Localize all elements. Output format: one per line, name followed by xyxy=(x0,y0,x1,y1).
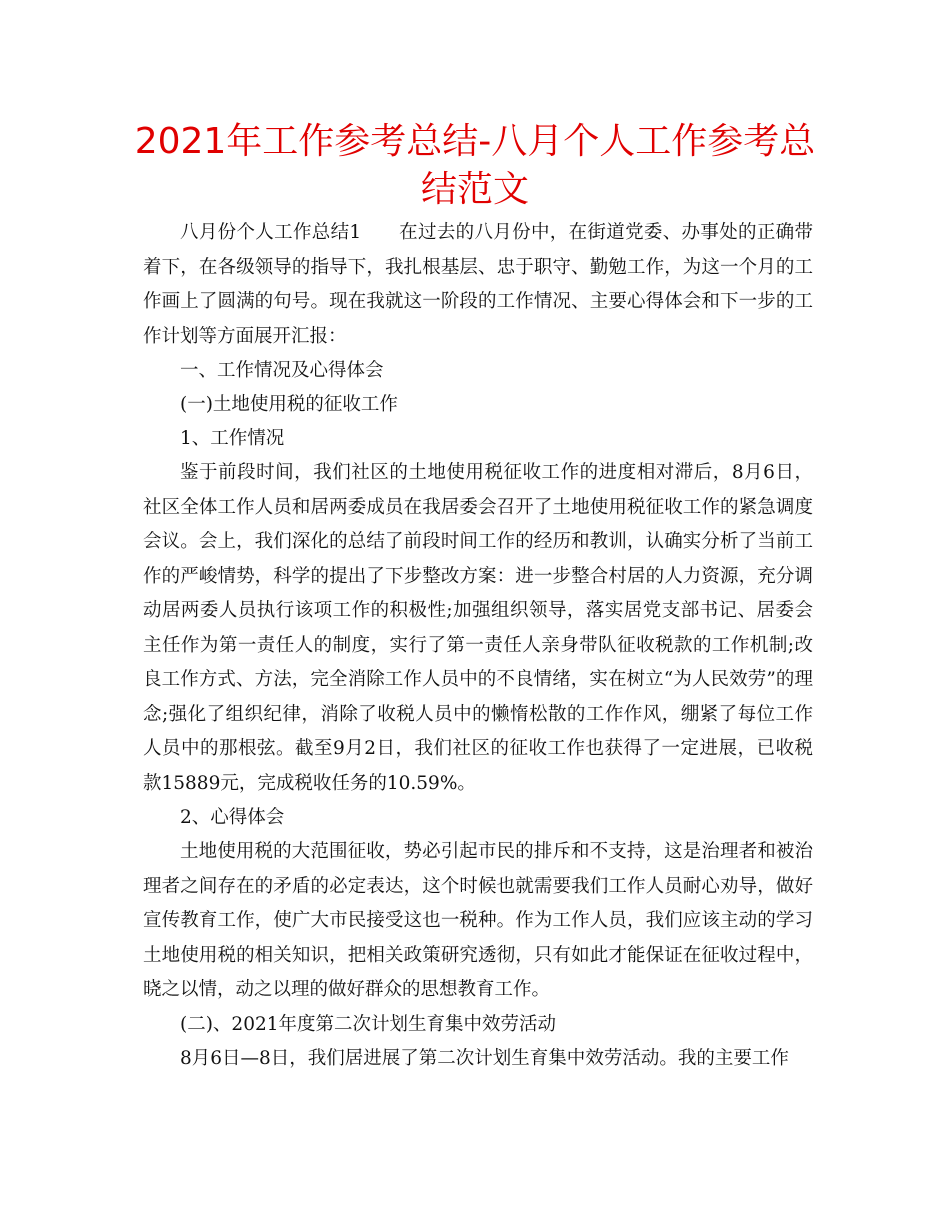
paragraph-intro: 八月份个人工作总结1 在过去的八月份中，在街道党委、办事处的正确带着下，在各级领导的指导下，我扎根基层、忠于职守、勤勉工作，为这一个月的工作画上了圆满的句号。现在我就这一阶段的工作情况、主要心得体会和下一步的工作计划等方面展开汇报： xyxy=(143,222,813,347)
section-heading-1: 一、工作情况及心得体会 xyxy=(180,360,384,381)
item-heading-work-status: 1、工作情况 xyxy=(180,428,285,449)
paragraph-work-status: 鉴于前段时间，我们社区的土地使用税征收工作的进度相对滞后，8月6日，社区全体工作人员和居两委成员在我居委会召开了土地使用税征收工作的紧急调度会议。会上，我们深化的总结了前段时间工作的经历和教训，认确实分析了当前工作的严峻情势，科学的提出了下步整改方案：进一步整合村居的人力资源，充分调动居两委人员执行该项工作的积极性;加强组织领导，落实居党支部书记、居委会主任作为第一责任人的制度，实行了第一责任人亲身带队征收税款的工作机制;改良工作方式、方法，完全消除工作人员中的不良情绪，实在树立“为人民效劳”的理念;强化了组织纪律，消除了收税人员中的懒惰松散的工作作风，绷紧了每位工作人员中的那根弦。截至9月2日，我们社区的征收工作也获得了一定进展，已收税款15889元，完成税收任务的10.59%。 xyxy=(143,462,813,794)
document-title: 2021年工作参考总结-八月个人工作参考总结范文 xyxy=(134,121,816,210)
subsection-heading-family-planning: (二)、2021年度第二次计划生育集中效劳活动 xyxy=(180,1013,557,1035)
paragraph-experience: 土地使用税的大范围征收，势必引起市民的排斥和不支持，这是治理者和被治理者之间存在的矛盾的必定表达，这个时候也就需要我们工作人员耐心劝导，做好宣传教育工作，使广大市民接受这也一税种。作为工作人员，我们应该主动的学习土地使用税的相关知识，把相关政策研究透彻，只有如此才能保证在征收过程中，晓之以情，动之以理的做好群众的思想教育工作。 xyxy=(143,841,813,1000)
item-heading-experience: 2、心得体会 xyxy=(180,807,285,828)
document-body xyxy=(143,216,813,1076)
subsection-heading-land-tax: (一)土地使用税的征收工作 xyxy=(180,394,398,415)
paragraph-family-planning: 8月6日—8日，我们居进展了第二次计划生育集中效劳活动。我的主要工作 xyxy=(180,1047,789,1069)
